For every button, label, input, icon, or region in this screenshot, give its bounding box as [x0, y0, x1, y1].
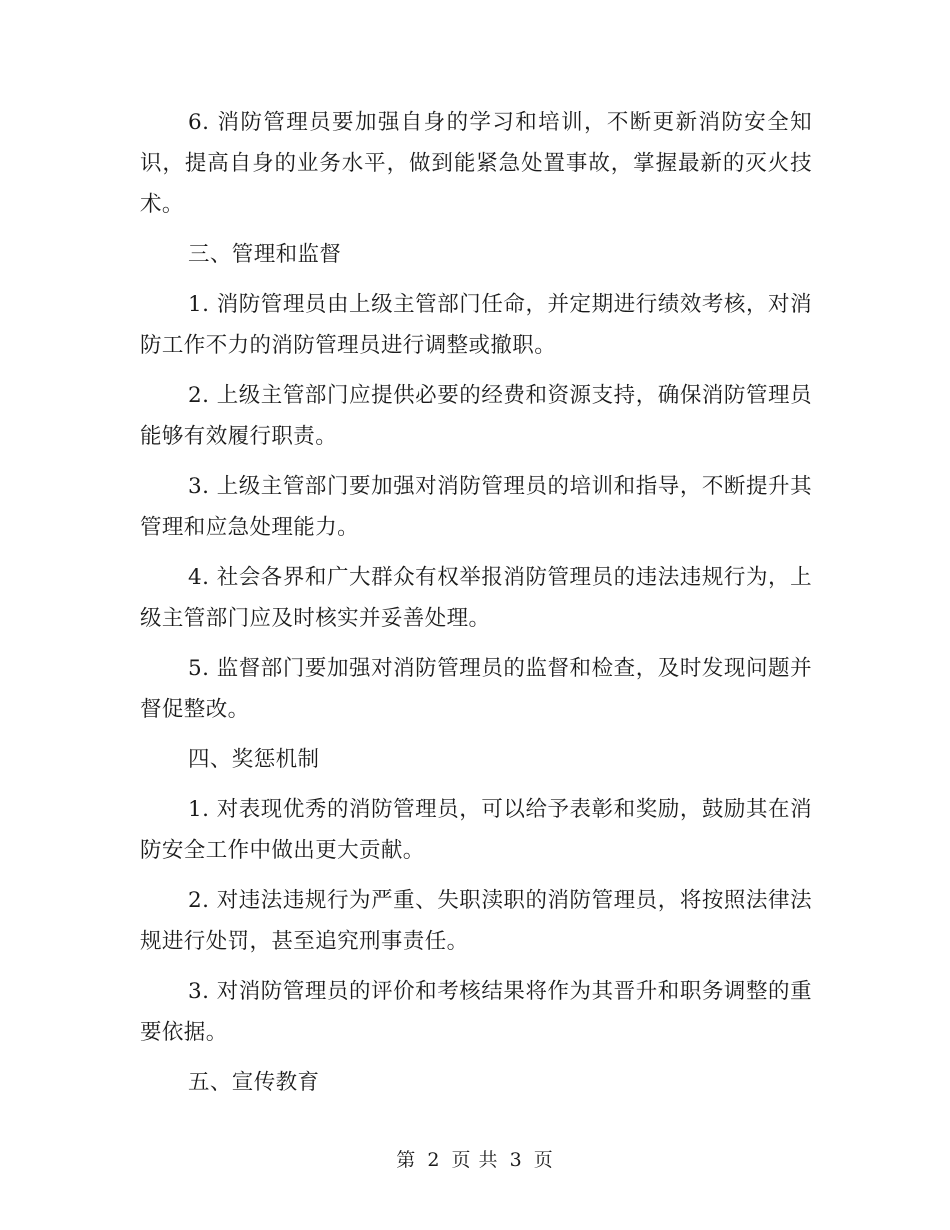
paragraph-item: 1. 消防管理员由上级主管部门任命，并定期进行绩效考核，对消防工作不力的消防管理员进行调整或撤职。: [140, 292, 812, 358]
paragraph-item: 2. 对违法违规行为严重、失职渎职的消防管理员，将按照法律法规进行处罚，甚至追究刑事责任。: [140, 888, 812, 954]
footer-suffix: 页: [533, 1149, 554, 1171]
paragraph-item: 1. 对表现优秀的消防管理员，可以给予表彰和奖励，鼓励其在消防安全工作中做出更大贡献。: [140, 797, 812, 863]
page-footer: [0, 1146, 950, 1174]
paragraph-item: 3. 对消防管理员的评价和考核结果将作为其晋升和职务调整的重要依据。: [140, 979, 812, 1045]
section-heading: 三、管理和监督: [188, 242, 342, 267]
footer-middle: 页 共: [451, 1149, 499, 1171]
section-heading: 五、宣传教育: [188, 1070, 320, 1095]
paragraph-item: 4. 社会各界和广大群众有权举报消防管理员的违法违规行为，上级主管部门应及时核实并妥善处理。: [140, 565, 812, 631]
document-body: [140, 102, 812, 1112]
paragraph-item: 3. 上级主管部门要加强对消防管理员的培训和指导，不断提升其管理和应急处理能力。: [140, 474, 812, 540]
paragraph-item: 5. 监督部门要加强对消防管理员的监督和检查，及时发现问题并督促整改。: [140, 656, 812, 722]
paragraph-item: 6. 消防管理员要加强自身的学习和培训，不断更新消防安全知识，提高自身的业务水平，做到能紧急处置事故，掌握最新的灭火技术。: [140, 110, 812, 217]
footer-current-page: 2: [427, 1149, 441, 1171]
paragraph-item: 2. 上级主管部门应提供必要的经费和资源支持，确保消防管理员能够有效履行职责。: [140, 383, 812, 449]
footer-total-pages: 3: [509, 1149, 523, 1171]
section-heading: 四、奖惩机制: [188, 747, 320, 772]
footer-prefix: 第: [396, 1149, 417, 1171]
